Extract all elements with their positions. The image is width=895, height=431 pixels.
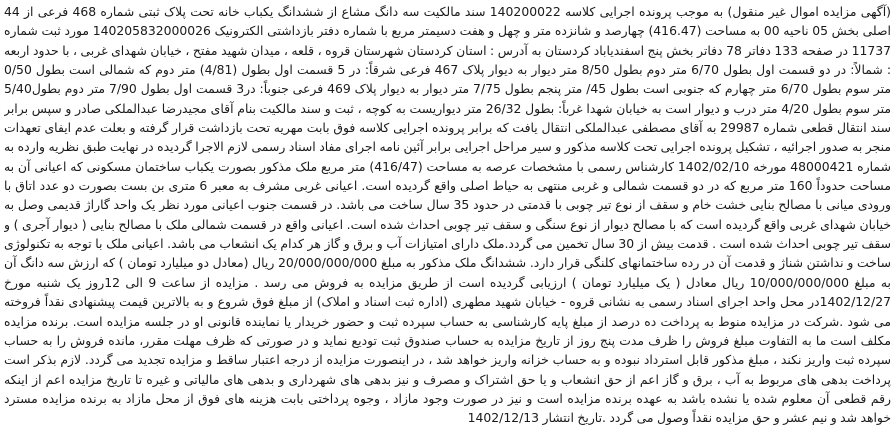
auction-notice (4, 2, 891, 429)
auction-notice-text: (آگهی مزایده اموال غیر منقول) به موجب پرونده اجرایی کلاسه 140200022 سند مالکیت سه دانگ مشاع از ششدانگ یکباب خانه تحت پلاک ثبتی شماره 468 فرعی از 44 اصلی بخش 05 ناحیه 00 به مساحت (416.47) چهارصد و شانزده متر و چهل و هفت دسیمتر مربع با شماره دفتر بازداشتی الکترونیک 140205832000026 مورد ثبت شماره 11737 در صفحه 133 دفاتر 78 دفاتر بخش پنج اسفندیاباد کردستان به آدرس : استان کردستان شهرستان قروه ، قلعه ، میدان شهید مفتح ، خیابان شهدای غربی ، با حدود اربعه : شمالاً: در دو قسمت اول بطول 6/70 متر دوم بطول 8/50 متر دیوار به دیوار پلاک 467 فرعی شرقاً: در 5 قسمت اول بطول (4/81) متر دوم که شمالی است بطول 0/50 متر سوم بطول 6/70 متر چهارم که جنوبی است بطول 45/ متر پنجم بطول 7/75 متر دیوار به دیوار پلاک 469 فرعی جنوباً: در3 قسمت اول بطول 7/90 متر دوم بطول5/40 متر سوم بطول 4/20 متر درب و دیوار است به خیابان شهدا غرباً: بطول 26/32 متر دیواریست به کوچه ، ثبت و سند مالکیت بنام آقای مجیدرضا عبدالملکی صادر و سپس برابر سند انتقال قطعی شماره 29987 به آقای مصطفی عبدالملکی انتقال یافت که برابر پرونده اجرایی کلاسه فوق بابت مهریه تحت بازداشت قرار گرفته و بعلت عدم ایفای تعهدات منجر به صدور اجرائیه ، تشکیل پرونده اجرایی تحت کلاسه مذکور و سیر مراحل اجرایی برابر آئین نامه اجرای مفاد اسناد رسمی لازم الاجرا گردیده در نهایت طبق نظریه وارده به شماره 48000421 مورخه 1402/02/10 کارشناس رسمی با مشخصات عرصه به مساحت (416/47) متر مربع ملک مذکور بصورت یکباب ساختمان مسکونی که اعیانی آن به مساحت حدوداً 160 متر مربع که در دو قسمت شمالی و غربی منتهی به حیاط اصلی واقع گردیده است. اعیانی غربی مشرف به معبر 6 متری بن بست بصورت دو عدد اتاق با ورودی میانی با مصالح بنایی خشت خام و سقف از نوع تیر چوبی با قدمتی در حدود 35 سال ساخت می باشد. در قسمت جنوب اعیانی مورد نظر یک واحد گاراژ قدیمی وصل به خیابان شهدای غربی واقع گردیده است که با مصالح دیوار از نوع سنگی و سقف تیر چوبی احداث شده است. اعیانی واقع در قسمت شمالی ملک با مصالح بنایی ( دیوار آجری ) و سقف تیر چوبی احداث شده است . قدمت بیش از 30 سال تخمین می گردد.ملک دارای امتیازات آب و برق و گاز هر کدام یک انشعاب می باشد. اعیانی ملک با توجه به تکنولوژی ساخت و نداشتن شناژ و قدمت آن در رده ساختمانهای کلنگی قرار دارد. ششدانگ ملک مذکور به مبلغ 20/000/000/000 ریال (معادل دو میلیارد تومان ) که ارزش سه دانگ آن به مبلغ 10/000/000/000 ریال معادل ( یک میلیارد تومان ) ارزیابی گردیده است از طریق مزایده به فروش می رسد . مزایده از ساعت 9 الی 12روز یک شنبه مورخ 1402/12/27در محل واحد اجرای اسناد رسمی به نشانی قروه - خیابان شهید مطهری (اداره ثبت اسناد و املاک) از مبلغ فوق شروع و به بالاترین قیمت پیشنهادی نقداً فروخته می شود .شرکت در مزایده منوط به پرداخت ده درصد از مبلغ پایه کارشناسی به حساب سپرده ثبت و حضور خریدار یا نماینده قانونی او در جلسه مزایده است. برنده مزایده مکلف است ما به التفاوت مبلغ فروش را ظرف مدت پنج روز از تاریخ مزایده به حساب صندوق ثبت تودیع نماید و در صورتی که ظرف مهلت مقرر، مانده فروش را به حساب سپرده ثبت واریز نکند ، مبلغ مذکور قابل استرداد نبوده و به حساب خزانه واریز خواهد شد ، در اینصورت مزایده از درجه اعتبار ساقط و مزایده تجدید می گردد. لازم بذکر است پرداخت بدهی های مربوط به آب ، برق و گاز اعم از حق انشعاب و یا حق اشتراک و مصرف و نیز بدهی های شهرداری و بدهی های مالیاتی و غیره تا تاریخ مزایده اعم از اینکه رقم قطعی آن معلوم شده یا نشده باشد به عهده برنده مزایده است و نیز در صورت وجود مازاد ، وجوه پرداختی بابت هزینه های فوق از محل مازاد به برنده مزایده مسترد خواهد شد و نیم عشر و حق مزایده نقداً وصول می گردد .تاریخ انتشار 1402/12/13 (4, 4, 891, 426)
